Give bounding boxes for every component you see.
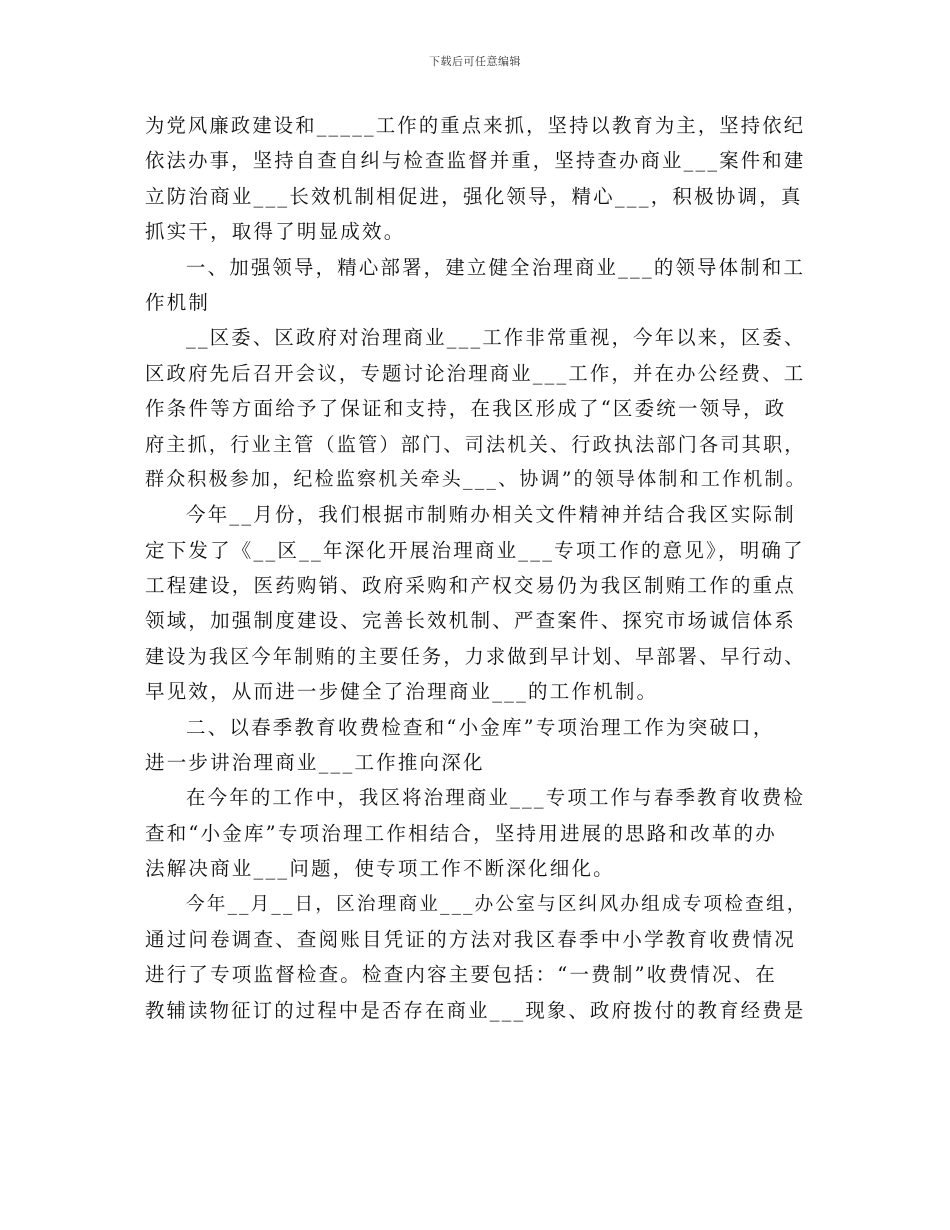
text-line: 定下发了《__区__年深化开展治理商业___专项工作的意见》，明确了 <box>145 538 805 562</box>
text-line: 群众积极参加，纪检监察机关牵头___、协调”的领导体制和工作机制。 <box>145 467 807 490</box>
text-line: 府主抓，行业主管（监管）部门、司法机关、行政执法部门各司其职， <box>145 432 806 456</box>
text-line: 今年__月份，我们根据市制贿办相关文件精神并结合我区实际制 <box>186 503 796 527</box>
text-line: 法解决商业___问题，使专项工作不断深化细化。 <box>145 857 615 881</box>
text-line: 查和“小金库”专项治理工作相结合，坚持用进展的思路和改革的办 <box>145 821 777 845</box>
text-line: 一、加强领导，精心部署，建立健全治理商业___的领导体制和工 <box>186 255 806 279</box>
text-line: 在今年的工作中，我区将治理商业___专项工作与春季教育收费检 <box>186 786 806 810</box>
text-line: 为党风廉政建设和_____工作的重点来抓，坚持以教育为主，坚持依纪 <box>145 114 806 137</box>
text-line: 二、以春季教育收费检查和“小金库”专项治理工作为突破口， <box>186 715 775 739</box>
page-header-note: 下载后可任意编辑 <box>429 55 521 68</box>
text-line: 工程建设，医药购销、政府采购和产权交易仍为我区制贿工作的重点 <box>145 574 797 598</box>
text-line: 教辅读物征订的过程中是否存在商业___现象、政府拨付的教育经费是 <box>145 998 806 1022</box>
document-body <box>145 108 810 1028</box>
text-line: 通过问卷调查、查阅账目凭证的方法对我区春季中小学教育收费情况 <box>145 927 797 951</box>
text-line: 早见效，从而进一步健全了治理商业___的工作机制。 <box>145 680 659 704</box>
text-line: 进行了专项监督检查。检查内容主要包括：“一费制”收费情况、在 <box>145 963 777 987</box>
text-line: 今年__月__日，区治理商业___办公室与区纠风办组成专项检查组， <box>186 893 808 915</box>
text-line: 作条件等方面给予了保证和支持，在我区形成了“区委统一领导，政 <box>145 397 787 421</box>
text-line: 进一步讲治理商业___工作推向深化 <box>145 751 485 775</box>
text-line: __区委、区政府对治理商业___工作非常重视，今年以来，区委、 <box>186 326 806 350</box>
text-line: 建设为我区今年制贿的主要任务，力求做到早计划、早部署、早行动、 <box>145 644 806 668</box>
text-line: 依法办事，坚持自查自纠与检查监督并重，坚持查办商业___案件和建 <box>145 149 806 173</box>
text-line: 立防治商业___长效机制相促进，强化领导，精心___，积极协调，真 <box>145 184 803 208</box>
text-line: 作机制 <box>145 290 211 314</box>
text-line: 领域，加强制度建设、完善长效机制、严查案件、探究市场诚信体系 <box>145 609 797 633</box>
text-line: 区政府先后召开会议，专题讨论治理商业___工作，并在办公经费、工 <box>145 361 806 385</box>
text-line: 抓实干，取得了明显成效。 <box>145 220 406 244</box>
